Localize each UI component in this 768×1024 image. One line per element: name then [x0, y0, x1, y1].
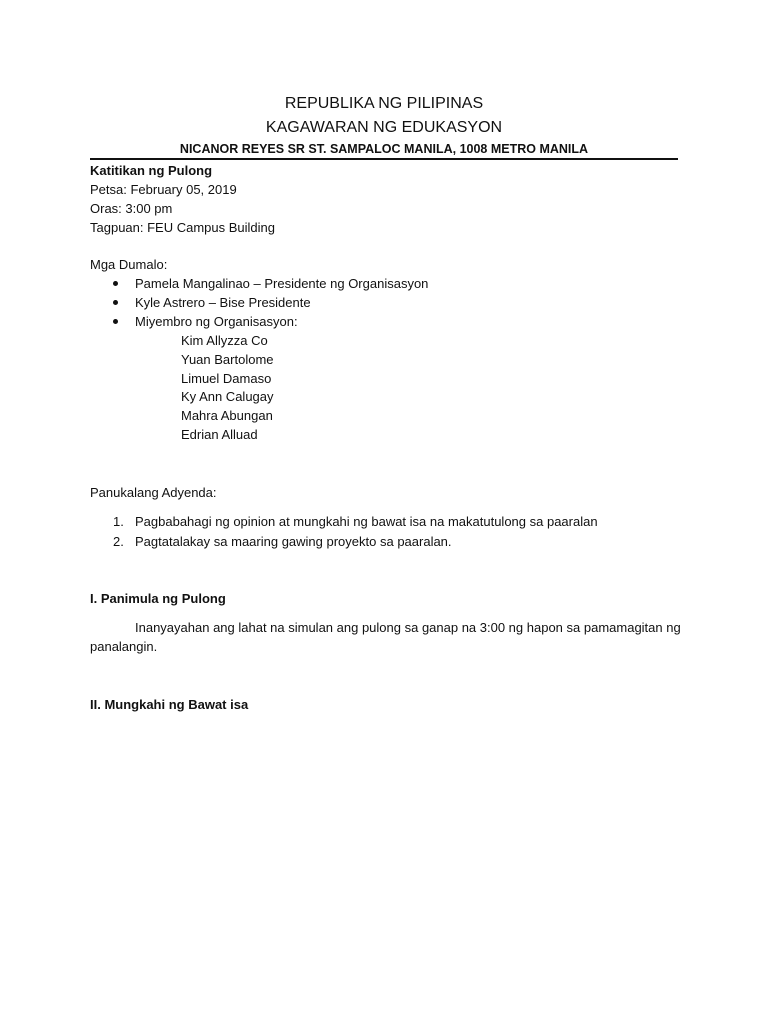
agenda-heading: Panukalang Adyenda:	[90, 485, 217, 500]
header-republic: REPUBLIKA NG PILIPINAS	[284, 95, 484, 112]
member-name: Mahra Abungan	[181, 408, 273, 423]
meeting-date: Petsa: February 05, 2019	[90, 182, 237, 197]
meeting-venue: Tagpuan: FEU Campus Building	[90, 220, 275, 235]
bullet-icon	[113, 319, 118, 324]
attendee-item: Kyle Astrero – Bise Presidente	[135, 295, 311, 310]
bullet-icon	[113, 300, 118, 305]
attendee-item: Pamela Mangalinao – Presidente ng Organisasyon	[135, 276, 429, 291]
minutes-title: Katitikan ng Pulong	[90, 163, 213, 178]
agenda-number: 1.	[113, 514, 124, 529]
section-title-suggestions: II. Mungkahi ng Bawat isa	[90, 697, 249, 712]
section-title-opening: I. Panimula ng Pulong	[90, 591, 226, 606]
agenda-number: 2.	[113, 534, 124, 549]
section-opening-text: Inanyayahan ang lahat na simulan ang pulong sa ganap na 3:00 ng hapon sa pamamagitan ng	[135, 620, 681, 635]
member-name: Kim Allyzza Co	[181, 333, 268, 348]
agenda-item: Pagtatalakay sa maaring gawing proyekto sa paaralan.	[135, 534, 452, 549]
bullet-icon	[113, 281, 118, 286]
section-opening-text-cont: panalangin.	[90, 639, 158, 654]
attendees-heading: Mga Dumalo:	[90, 257, 168, 272]
member-name: Ky Ann Calugay	[181, 389, 274, 404]
meeting-time: Oras: 3:00 pm	[90, 201, 173, 216]
header-divider	[90, 158, 678, 160]
member-name: Limuel Damaso	[181, 371, 272, 386]
attendee-item: Miyembro ng Organisasyon:	[135, 314, 298, 329]
member-name: Yuan Bartolome	[181, 352, 274, 367]
agenda-item: Pagbabahagi ng opinion at mungkahi ng bawat isa na makatutulong sa paaralan	[135, 514, 598, 529]
header-address: NICANOR REYES SR ST. SAMPALOC MANILA, 1008 METRO MANILA	[179, 142, 589, 156]
header-department: KAGAWARAN NG EDUKASYON	[265, 119, 503, 136]
member-name: Edrian Alluad	[181, 427, 258, 442]
